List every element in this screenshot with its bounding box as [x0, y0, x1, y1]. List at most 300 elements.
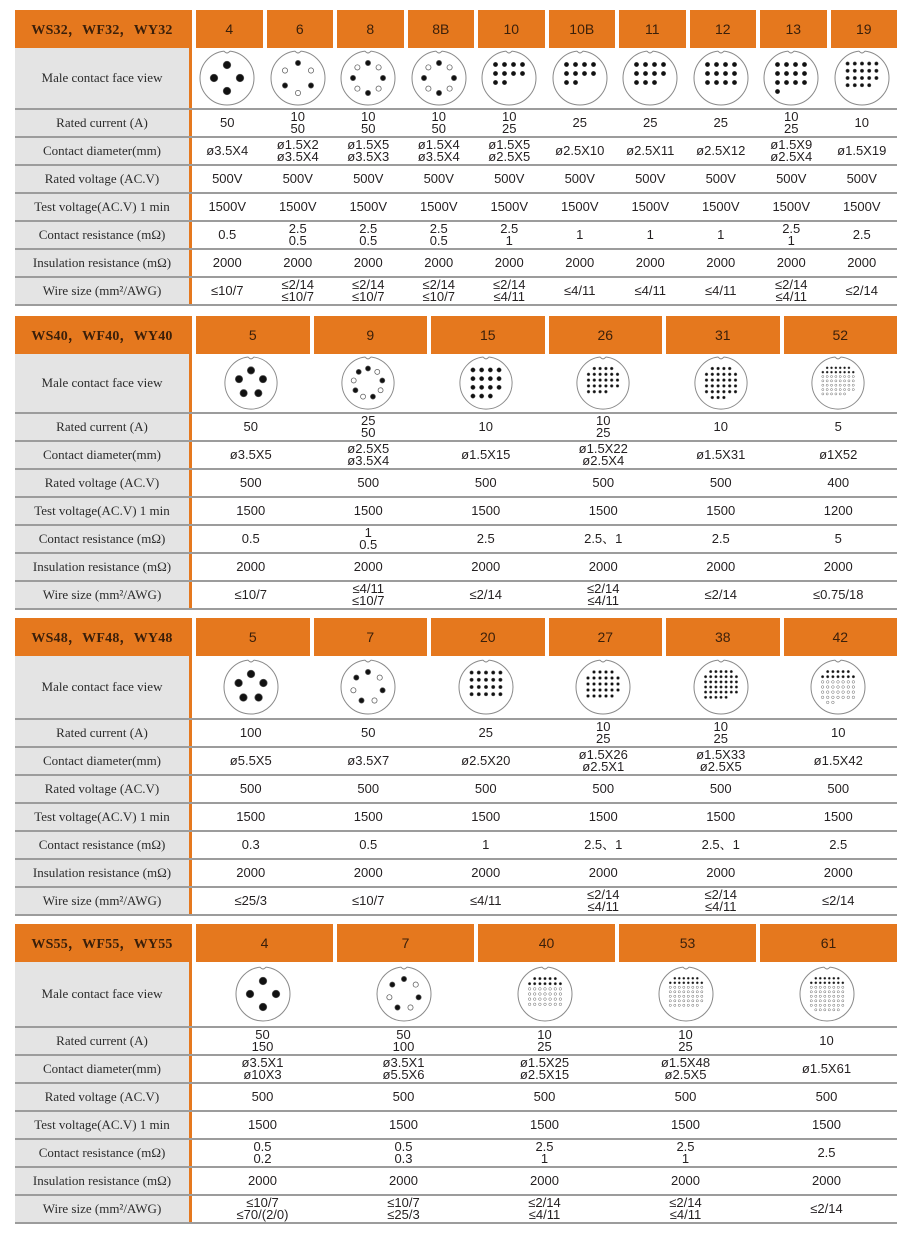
spec-value: ø2.5X5 [488, 149, 531, 164]
spec-cell [756, 278, 827, 304]
spec-cell [686, 222, 757, 248]
spec-cell [686, 110, 757, 136]
spec-value: 1500 [706, 809, 736, 824]
spec-value: ≤4/11 [669, 1207, 702, 1222]
spec-cell [780, 554, 898, 580]
row-label: Rated current (A) [15, 1028, 192, 1054]
row-label: Insulation resistance (mΩ) [15, 860, 192, 886]
connector-face-diagram-icon [545, 48, 616, 108]
spec-value: ø3.5X4 [206, 143, 249, 158]
spec-value: 50 [396, 1027, 411, 1042]
spec-cell [474, 138, 545, 164]
spec-cell [404, 110, 475, 136]
spec-cell [615, 1056, 756, 1082]
row-label: Contact resistance (mΩ) [15, 222, 192, 248]
spec-cell [662, 804, 780, 830]
spec-cell [427, 442, 545, 468]
spec-value: 10 [431, 109, 446, 124]
spec-cell [192, 860, 310, 886]
spec-value: ø1.5X42 [813, 753, 863, 768]
spec-cell [615, 1028, 756, 1054]
spec-cell [192, 1196, 333, 1222]
spec-cell [545, 526, 663, 552]
spec-value: ø3.5X1 [382, 1055, 425, 1070]
spec-value: ø3.5X7 [347, 753, 390, 768]
spec-value: 0.5 [241, 531, 260, 546]
connector-face-diagram-icon [756, 48, 827, 108]
spec-value: ≤4/11 [587, 899, 619, 914]
spec-cell [333, 194, 404, 220]
row-test [15, 498, 897, 526]
spec-value: 25 [572, 115, 587, 130]
spec-value: ≤4/11 [587, 593, 619, 608]
row-label: Test voltage(AC.V) 1 min [15, 1112, 192, 1138]
spec-cell [192, 110, 263, 136]
pin-count-header: 4 [196, 924, 333, 962]
spec-cell [427, 582, 545, 608]
spec-value: ≤2/14 [469, 587, 502, 602]
spec-cell [686, 250, 757, 276]
spec-value: 1 [717, 227, 725, 242]
pin-count-header: 61 [760, 924, 897, 962]
row-wire [15, 278, 897, 306]
spec-value: 2000 [353, 255, 383, 270]
spec-value: 2.5 [500, 221, 519, 236]
table-header [15, 618, 897, 656]
pin-count-header: 42 [784, 618, 898, 656]
spec-cell [333, 1168, 474, 1194]
spec-value: ø1.5X22 [578, 441, 628, 456]
spec-cell [756, 1084, 897, 1110]
spec-value: 2.5 [817, 1145, 836, 1160]
spec-value: 2000 [847, 255, 877, 270]
spec-value: ø5.5X5 [229, 753, 272, 768]
spec-cell [427, 860, 545, 886]
spec-value: 50 [361, 121, 376, 136]
spec-value: 500 [592, 475, 615, 490]
row-label: Wire size (mm²/AWG) [15, 1196, 192, 1222]
row-voltage [15, 470, 897, 498]
spec-value: 1500 [588, 809, 618, 824]
spec-value: 1 [482, 837, 490, 852]
spec-value: 500 [827, 781, 850, 796]
spec-cell [780, 470, 898, 496]
spec-cell [662, 720, 780, 746]
connector-face-diagram-icon [192, 656, 310, 718]
spec-cell [192, 1084, 333, 1110]
spec-cell [192, 526, 310, 552]
spec-value: 2.5 [711, 531, 730, 546]
pin-count-header: 8B [408, 10, 475, 48]
connector-face-diagram-icon [615, 962, 756, 1026]
spec-cell [545, 278, 616, 304]
pin-count-header: 5 [196, 316, 310, 354]
spec-cell [192, 776, 310, 802]
spec-value: 2000 [776, 255, 806, 270]
spec-cell [310, 414, 428, 440]
spec-value: ≤25/3 [387, 1207, 420, 1222]
spec-cell [827, 194, 898, 220]
pin-count-header: 7 [314, 618, 428, 656]
row-resistance [15, 526, 897, 554]
spec-cell [404, 278, 475, 304]
row-diameter [15, 138, 897, 166]
spec-value: 2000 [248, 1173, 277, 1188]
spec-value: ≤0.75/18 [812, 587, 864, 602]
spec-cell [192, 748, 310, 774]
spec-value: ≤10/7 [352, 593, 385, 608]
spec-value: 500V [846, 171, 877, 186]
spec-cell [780, 804, 898, 830]
row-insulation [15, 554, 897, 582]
spec-value: ø2.5X11 [626, 143, 675, 158]
spec-cell [662, 498, 780, 524]
spec-value: 2.5、1 [584, 837, 623, 852]
spec-value: ø1.5X19 [837, 143, 887, 158]
spec-value: ø3.5X1 [241, 1055, 284, 1070]
connector-face-diagram-icon [662, 354, 780, 412]
spec-cell [427, 554, 545, 580]
spec-value: ≤70/(2/0) [236, 1207, 289, 1222]
row-wire [15, 888, 897, 916]
spec-cell [333, 1084, 474, 1110]
spec-value: 1500 [353, 809, 383, 824]
spec-cell [662, 414, 780, 440]
pin-count-header: 12 [690, 10, 757, 48]
spec-value: ø2.5X4 [582, 453, 625, 468]
spec-value: 500V [776, 171, 807, 186]
spec-cell [192, 1056, 333, 1082]
row-label: Insulation resistance (mΩ) [15, 250, 192, 276]
spec-cell [780, 748, 898, 774]
spec-cell [404, 194, 475, 220]
spec-value: ø1.5X5 [347, 137, 390, 152]
spec-value: 0.3 [241, 837, 260, 852]
spec-value: 2000 [823, 865, 853, 880]
connector-face-diagram-icon [404, 48, 475, 108]
spec-value: 500 [357, 475, 380, 490]
model-series-title: WS48，WF48，WY48 [15, 618, 192, 656]
spec-value: 1500 [671, 1117, 700, 1132]
spec-cell [780, 414, 898, 440]
spec-cell [756, 222, 827, 248]
spec-value: 2000 [635, 255, 665, 270]
spec-table-2 [15, 618, 897, 916]
spec-cell [427, 498, 545, 524]
spec-cell [427, 832, 545, 858]
connector-face-diagram-icon [310, 656, 428, 718]
spec-value: 25 [596, 731, 611, 746]
row-label: Rated voltage (AC.V) [15, 470, 192, 496]
spec-cell [756, 110, 827, 136]
spec-cell [662, 748, 780, 774]
spec-value: 500V [282, 171, 313, 186]
spec-value: 2000 [236, 559, 266, 574]
table-header [15, 924, 897, 962]
spec-value: 500V [635, 171, 666, 186]
connector-face-diagram-icon [310, 354, 428, 412]
spec-value: 1500V [349, 199, 388, 214]
spec-cell [662, 888, 780, 914]
spec-cell [310, 748, 428, 774]
spec-cell [756, 1056, 897, 1082]
connector-face-diagram-icon [780, 656, 898, 718]
spec-cell [474, 222, 545, 248]
row-label: Contact resistance (mΩ) [15, 832, 192, 858]
spec-value: ≤10/7 [234, 587, 267, 602]
row-label: Wire size (mm²/AWG) [15, 582, 192, 608]
spec-value: ø1.5X5 [488, 137, 531, 152]
spec-value: ≤10/7 [352, 289, 385, 304]
spec-value: ø1.5X15 [461, 447, 511, 462]
spec-value: 2000 [353, 865, 383, 880]
spec-cell [333, 1028, 474, 1054]
spec-value: 2.5 [852, 227, 871, 242]
spec-value: 500 [709, 475, 732, 490]
spec-cell [686, 166, 757, 192]
spec-value: 10 [678, 1027, 693, 1042]
spec-value: 500 [239, 781, 262, 796]
spec-value: 500V [423, 171, 454, 186]
row-label: Male contact face view [15, 48, 192, 108]
spec-value: ≤4/11 [775, 289, 807, 304]
spec-value: ø2.5X4 [770, 149, 813, 164]
spec-cell [310, 860, 428, 886]
pin-count-header: 7 [337, 924, 474, 962]
spec-cell [310, 498, 428, 524]
spec-value: 0.5 [288, 233, 307, 248]
connector-face-diagram-icon [192, 354, 310, 412]
spec-value: ≤10/7 [352, 893, 385, 908]
spec-value: ø1.5X9 [770, 137, 813, 152]
spec-cell [780, 776, 898, 802]
spec-value: 1500 [471, 809, 501, 824]
spec-cell [333, 250, 404, 276]
spec-value: ≤4/11 [705, 283, 737, 298]
spec-value: 1500 [812, 1117, 841, 1132]
pin-count-header: 53 [619, 924, 756, 962]
spec-cell [310, 554, 428, 580]
spec-value: 2000 [706, 865, 736, 880]
spec-value: 1500 [471, 503, 501, 518]
spec-value: ≤10/7 [211, 283, 244, 298]
spec-value: 1 [364, 525, 372, 540]
spec-value: 1500V [701, 199, 740, 214]
spec-cell [310, 526, 428, 552]
spec-value: 1 [576, 227, 584, 242]
spec-value: ≤10/7 [246, 1195, 279, 1210]
spec-cell [192, 442, 310, 468]
spec-value: ≤2/14 [528, 1195, 561, 1210]
spec-value: 1500 [236, 809, 266, 824]
row-label: Male contact face view [15, 354, 192, 412]
spec-cell [474, 250, 545, 276]
spec-cell [827, 278, 898, 304]
spec-value: ø1.5X2 [276, 137, 319, 152]
spec-cell [545, 166, 616, 192]
pin-count-header: 10B [549, 10, 616, 48]
row-face-view [15, 48, 897, 110]
spec-value: 500 [251, 1089, 274, 1104]
spec-value: ≤4/11 [564, 283, 596, 298]
connector-face-diagram-icon [333, 48, 404, 108]
spec-cell [474, 1056, 615, 1082]
spec-table-3 [15, 924, 897, 1224]
spec-value: ø2.5X20 [461, 753, 511, 768]
spec-cell [662, 470, 780, 496]
connector-face-diagram-icon [192, 962, 333, 1026]
spec-value: ø3.5X4 [347, 453, 390, 468]
spec-value: 1 [505, 233, 513, 248]
spec-cell [427, 888, 545, 914]
spec-value: 2.5、1 [584, 531, 623, 546]
spec-cell [756, 1028, 897, 1054]
spec-cell [545, 250, 616, 276]
spec-value: 10 [537, 1027, 552, 1042]
spec-value: 2000 [494, 255, 524, 270]
table-header [15, 316, 897, 354]
spec-value: 10 [831, 725, 846, 740]
pin-count-header: 11 [619, 10, 686, 48]
spec-value: 50 [361, 725, 376, 740]
spec-value: 10 [784, 109, 799, 124]
spec-value: ø1.5X31 [696, 447, 746, 462]
spec-value: 10 [854, 115, 869, 130]
spec-cell [192, 720, 310, 746]
spec-cell [827, 138, 898, 164]
spec-value: 0.5 [429, 233, 448, 248]
spec-value: 500 [474, 475, 497, 490]
spec-value: ø2.5X5 [664, 1067, 707, 1082]
connector-face-diagram-icon [192, 48, 263, 108]
row-label: Contact diameter(mm) [15, 1056, 192, 1082]
spec-table-1 [15, 316, 897, 610]
spec-value: ø1X52 [819, 447, 858, 462]
spec-value: 25 [596, 425, 611, 440]
spec-cell [474, 194, 545, 220]
pin-count-header: 15 [431, 316, 545, 354]
row-voltage [15, 776, 897, 804]
spec-value: 2.5 [535, 1139, 554, 1154]
spec-cell [404, 222, 475, 248]
connector-face-diagram-icon [474, 962, 615, 1026]
row-resistance [15, 222, 897, 250]
spec-value: ≤2/14 [669, 1195, 702, 1210]
connector-face-diagram-icon [615, 48, 686, 108]
spec-value: ø2.5X10 [555, 143, 605, 158]
spec-value: 10 [290, 109, 305, 124]
spec-value: 25 [713, 731, 728, 746]
spec-cell [192, 470, 310, 496]
spec-value: 25 [502, 121, 517, 136]
spec-value: 1500 [706, 503, 736, 518]
spec-cell [310, 720, 428, 746]
spec-value: 50 [243, 419, 258, 434]
spec-cell [545, 720, 663, 746]
spec-cell [662, 832, 780, 858]
connector-face-diagram-icon [427, 656, 545, 718]
spec-value: ≤2/14 [422, 277, 455, 292]
spec-value: 2000 [471, 865, 501, 880]
spec-cell [192, 1140, 333, 1166]
spec-value: 2000 [471, 559, 501, 574]
spec-cell [474, 110, 545, 136]
spec-cell [427, 776, 545, 802]
row-label: Male contact face view [15, 962, 192, 1026]
spec-cell [615, 1168, 756, 1194]
spec-value: 50 [220, 115, 235, 130]
row-diameter [15, 1056, 897, 1084]
connector-face-diagram-icon [545, 656, 663, 718]
row-label: Rated voltage (AC.V) [15, 776, 192, 802]
spec-cell [545, 222, 616, 248]
spec-cell [686, 138, 757, 164]
spec-value: 0.3 [394, 1151, 413, 1166]
row-resistance [15, 1140, 897, 1168]
spec-cell [192, 222, 263, 248]
spec-value: 1500V [772, 199, 811, 214]
spec-value: 50 [361, 425, 376, 440]
spec-value: 25 [361, 413, 376, 428]
row-wire [15, 1196, 897, 1224]
spec-cell [192, 194, 263, 220]
connector-face-diagram-icon [827, 48, 898, 108]
row-diameter [15, 442, 897, 470]
spec-value: ø1.5X26 [578, 747, 628, 762]
spec-cell [615, 222, 686, 248]
connector-face-diagram-icon [474, 48, 545, 108]
spec-value: 0.5 [359, 837, 378, 852]
spec-value: 10 [713, 719, 728, 734]
spec-value: 500V [494, 171, 525, 186]
spec-cell [827, 250, 898, 276]
spec-value: 100 [392, 1039, 415, 1054]
spec-value: ø5.5X6 [382, 1067, 425, 1082]
spec-cell [333, 1056, 474, 1082]
spec-cell [756, 1140, 897, 1166]
row-insulation [15, 250, 897, 278]
spec-cell [827, 166, 898, 192]
spec-value: 1500V [490, 199, 529, 214]
spec-value: ø3.5X4 [276, 149, 319, 164]
pin-count-header: 52 [784, 316, 898, 354]
row-label: Contact diameter(mm) [15, 138, 192, 164]
spec-cell [615, 166, 686, 192]
spec-value: 2000 [424, 255, 454, 270]
spec-cell [545, 498, 663, 524]
spec-cell [333, 1196, 474, 1222]
spec-cell [474, 1196, 615, 1222]
spec-cell [662, 582, 780, 608]
spec-cell [333, 1112, 474, 1138]
row-label: Rated voltage (AC.V) [15, 1084, 192, 1110]
spec-value: 10 [596, 719, 611, 734]
spec-value: 5 [834, 419, 842, 434]
spec-cell [192, 1168, 333, 1194]
pin-count-header: 27 [549, 618, 663, 656]
spec-cell [545, 470, 663, 496]
pin-count-header: 9 [314, 316, 428, 354]
row-face-view [15, 962, 897, 1028]
spec-cell [545, 194, 616, 220]
spec-value: ø1.5X61 [801, 1061, 852, 1076]
spec-value: 1500 [588, 503, 618, 518]
spec-value: ø1.5X4 [417, 137, 460, 152]
spec-cell [310, 832, 428, 858]
spec-cell [333, 166, 404, 192]
row-resistance [15, 832, 897, 860]
connector-face-diagram-icon [263, 48, 334, 108]
